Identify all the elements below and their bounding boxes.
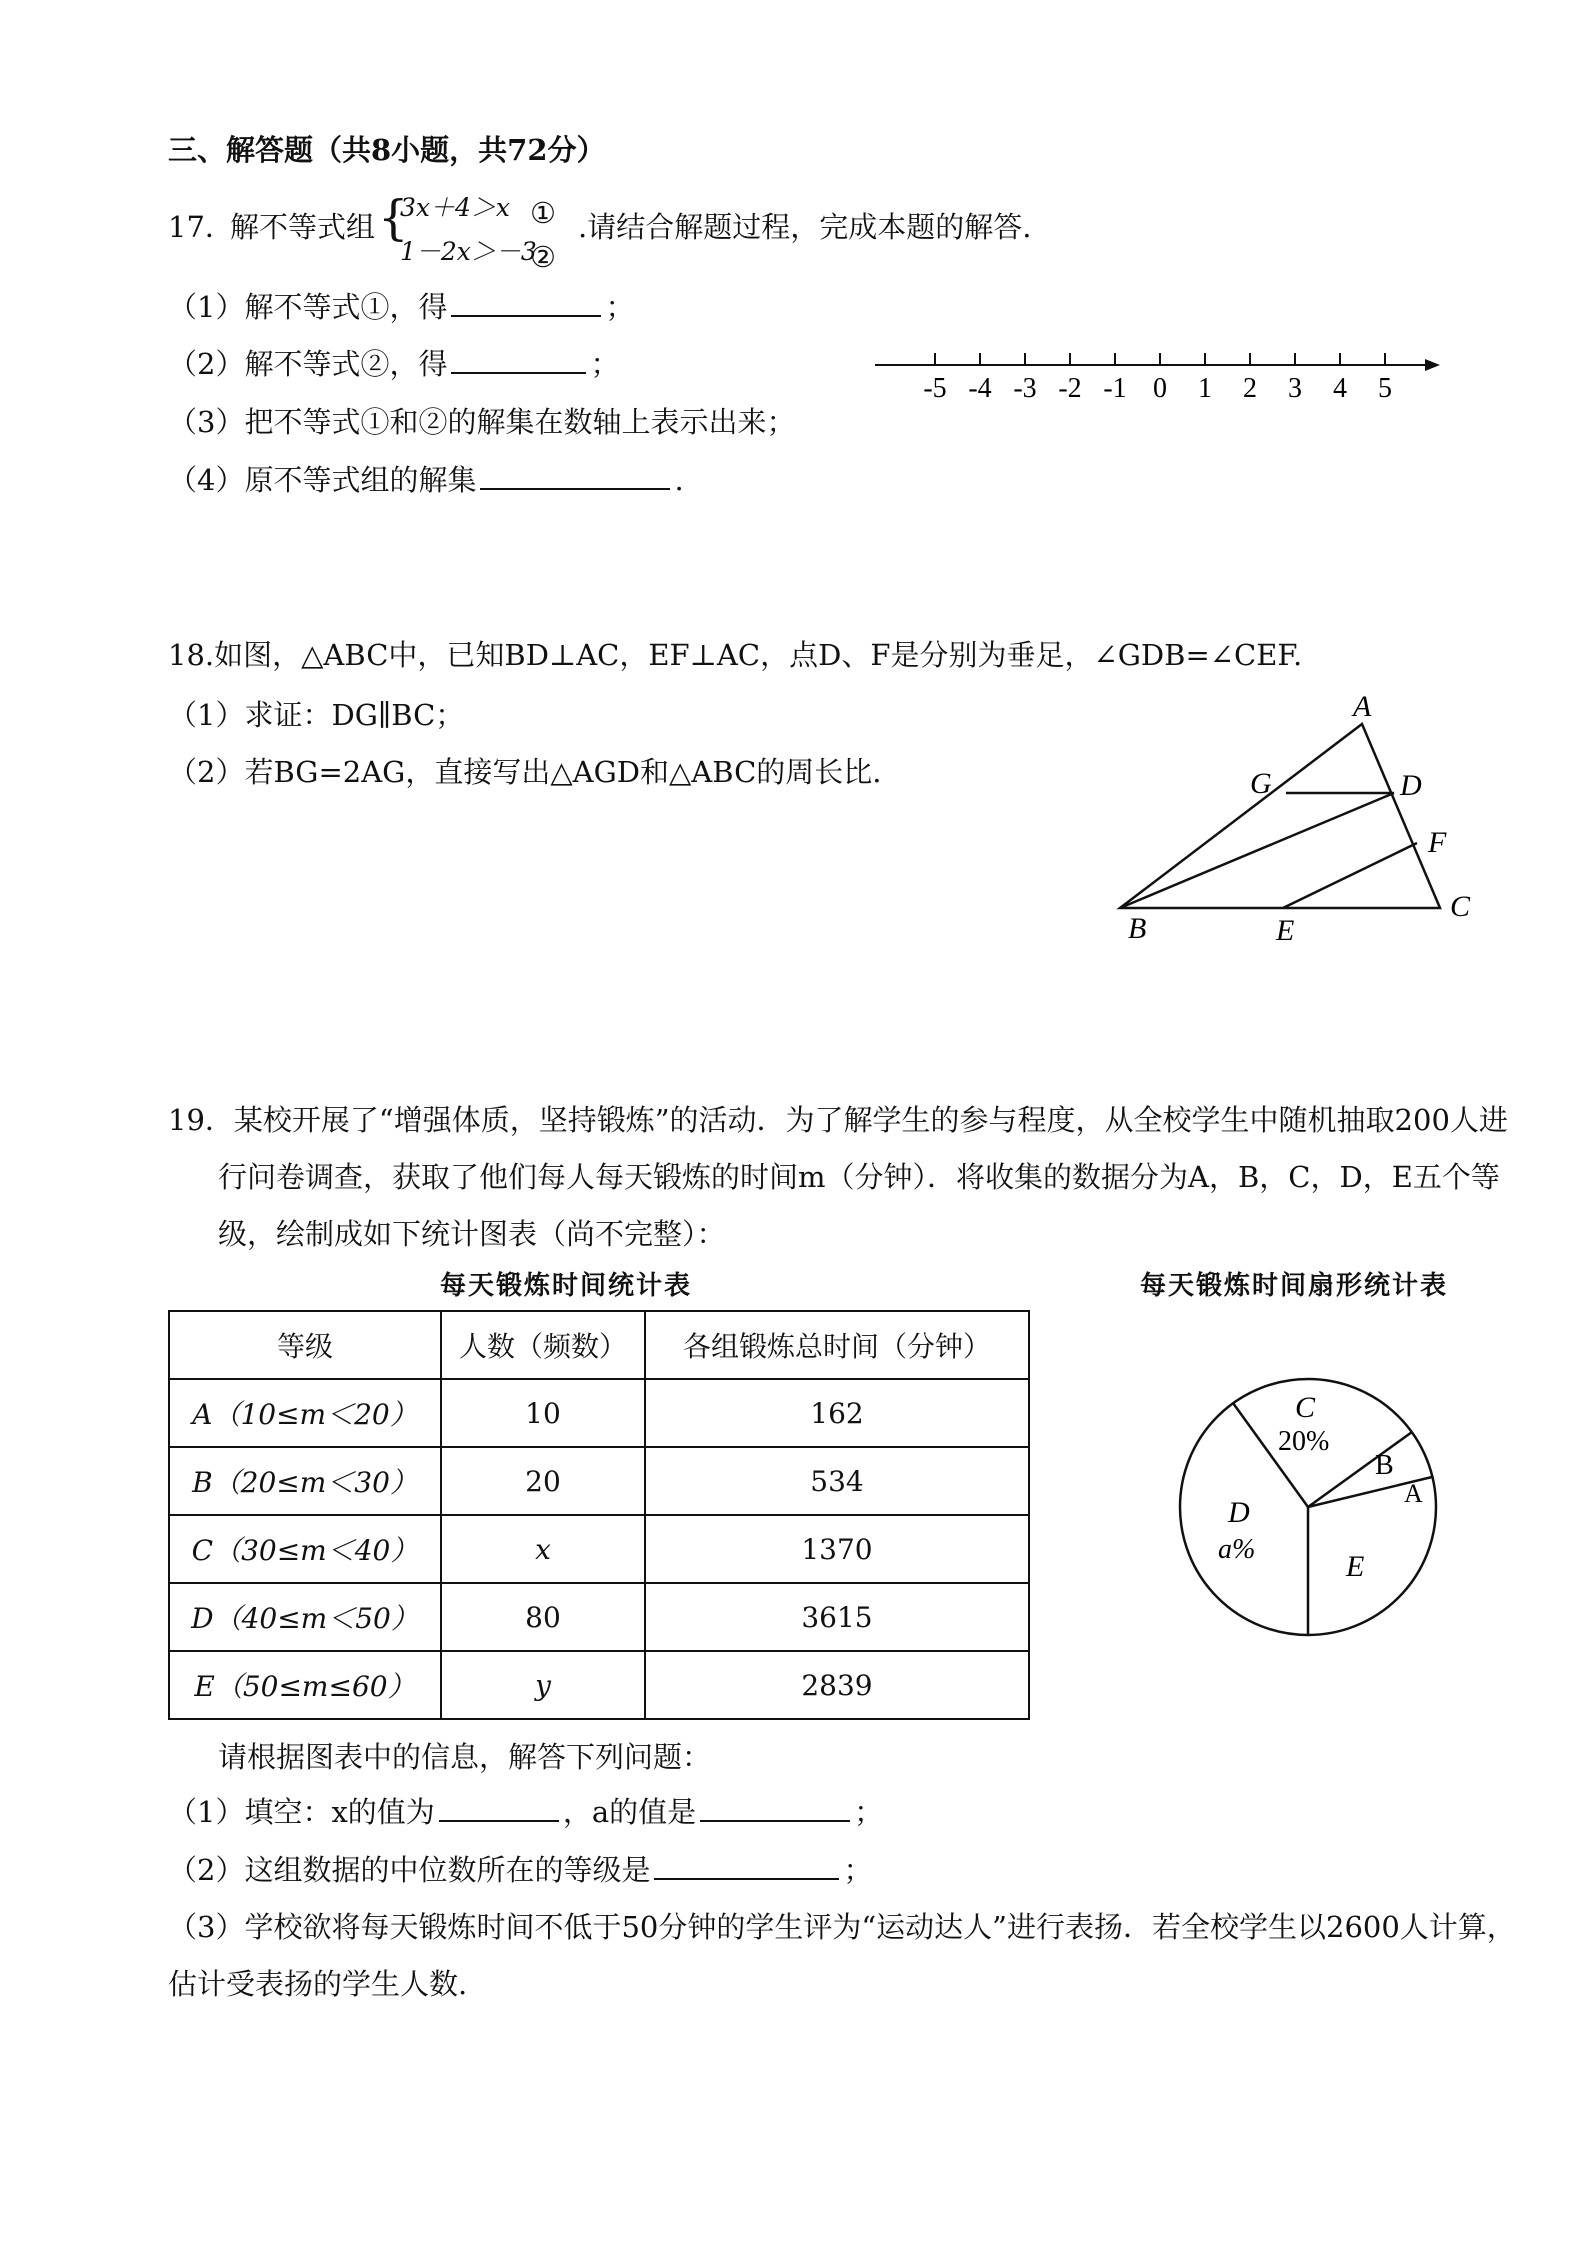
q17-step3: （3）把不等式①和②的解集在数轴上表示出来； (168, 405, 796, 439)
pie-chart (1170, 1362, 1450, 1652)
pie-caption: 每天锻炼时间扇形统计表 (1140, 1271, 1449, 1301)
table-cell: x (441, 1515, 645, 1583)
triangle-figure (1100, 680, 1500, 960)
q19-line3: 级，绘制成如下统计图表（尚不完整）： (218, 1217, 726, 1251)
pie-label-a: A (1404, 1479, 1423, 1508)
number-line-label: -4 (968, 373, 992, 404)
q19-part3-line1: （3）学校欲将每天锻炼时间不低于50分钟的学生评为“运动达人”进行表扬．若全校学生以2600人计算， (168, 1910, 1516, 1944)
pie-label-d: D (1228, 1496, 1250, 1529)
answer-blank[interactable] (451, 285, 601, 317)
number-line (870, 335, 1440, 415)
q17-step2: （2）解不等式②，得 ； (168, 342, 619, 383)
table-header-row (169, 1311, 1029, 1379)
q17-circ1: ① (530, 196, 556, 230)
table-cell: 80 (441, 1583, 645, 1651)
answer-blank[interactable] (700, 1790, 850, 1822)
header-cell: 等级 (169, 1311, 441, 1379)
label-c: C (1450, 890, 1471, 923)
table-row (169, 1515, 1029, 1583)
table-cell: C（30≤m＜40） (169, 1515, 441, 1583)
table-cell: 3615 (645, 1583, 1029, 1651)
number-line-label: -1 (1103, 373, 1127, 404)
table-cell: 20 (441, 1447, 645, 1515)
table-cell: 162 (645, 1379, 1029, 1447)
number-line-label: 5 (1378, 373, 1392, 404)
header-cell: 各组锻炼总时间（分钟） (645, 1311, 1029, 1379)
table-cell: B（20≤m＜30） (169, 1447, 441, 1515)
q17-circ2: ② (530, 240, 556, 274)
table-cell: y (441, 1651, 645, 1719)
q19-prompt: 请根据图表中的信息，解答下列问题： (218, 1740, 712, 1774)
label-d: D (1400, 769, 1422, 802)
table-cell: A（10≤m＜20） (169, 1379, 441, 1447)
number-line-label: 2 (1243, 373, 1257, 404)
table-cell: 10 (441, 1379, 645, 1447)
table-row (169, 1583, 1029, 1651)
q18-part1: （1）求证：DG∥BC； (168, 698, 465, 732)
q17-step1: （1）解不等式①，得 ； (168, 285, 634, 326)
table-cell: E（50≤m≤60） (169, 1651, 441, 1719)
label-e: E (1276, 914, 1295, 947)
q17-step4: （4）原不等式组的解集 . (168, 458, 684, 499)
q17-stem: 解不等式组 (230, 210, 376, 244)
q19-line1: 19．某校开展了“增强体质，坚持锻炼”的活动．为了解学生的参与程度，从全校学生中随机抽取200人进 (168, 1103, 1508, 1137)
segment-ef (1283, 843, 1417, 908)
section-title: 三、解答题（共8小题，共72分） (168, 133, 606, 167)
pie-label-c: C (1295, 1391, 1316, 1424)
header-cell: 人数（频数） (441, 1311, 645, 1379)
stat-table (168, 1310, 1030, 1720)
segment-bd (1120, 793, 1394, 908)
q19-part1: （1）填空：x的值为 ，a的值是 ； (168, 1790, 883, 1831)
answer-blank[interactable] (480, 458, 670, 490)
pie-label-d-pct: a% (1218, 1534, 1256, 1565)
table-cell: 1370 (645, 1515, 1029, 1583)
label-b: B (1128, 912, 1147, 945)
table-cell: 2839 (645, 1651, 1029, 1719)
label-a: A (1353, 690, 1372, 723)
table-row (169, 1651, 1029, 1719)
number-line-label: -3 (1013, 373, 1037, 404)
triangle-abc (1120, 724, 1440, 908)
answer-blank[interactable] (439, 1790, 559, 1822)
label-f: F (1428, 826, 1447, 859)
q17-brace: { (378, 190, 409, 246)
q19-part3-line2: 估计受表扬的学生人数. (168, 1967, 468, 2001)
number-line-label: 3 (1288, 373, 1302, 404)
number-line-label: 1 (1198, 373, 1212, 404)
q17-number: 17． (168, 210, 234, 244)
label-g: G (1250, 767, 1272, 800)
q17-stem-post: .请结合解题过程，完成本题的解答. (578, 210, 1032, 244)
q17-ineq1: 3x＋4＞x (400, 193, 511, 222)
table-cell: D（40≤m＜50） (169, 1583, 441, 1651)
q19-line2: 行问卷调查，获取了他们每人每天锻炼的时间m（分钟）．将收集的数据分为A，B，C，D，E五个等 (218, 1160, 1500, 1194)
q18-part2: （2）若BG=2AG，直接写出△AGD和△ABC的周长比. (168, 755, 882, 789)
answer-blank[interactable] (654, 1848, 839, 1880)
pie-label-c-pct: 20% (1278, 1426, 1330, 1457)
table-cell: 534 (645, 1447, 1029, 1515)
q18-stem: 18.如图，△ABC中，已知BD⊥AC，EF⊥AC，点D、F是分别为垂足，∠GDB=∠CEF. (168, 638, 1303, 672)
table-row (169, 1447, 1029, 1515)
table-caption: 每天锻炼时间统计表 (440, 1271, 693, 1301)
q17-ineq2: 1－2x＞－3 (400, 237, 537, 266)
number-line-label: -5 (923, 373, 947, 404)
q19-part2: （2）这组数据的中位数所在的等级是 ； (168, 1848, 872, 1889)
number-line-label: -2 (1058, 373, 1082, 404)
table-row (169, 1379, 1029, 1447)
pie-label-b: B (1375, 1450, 1394, 1481)
number-line-label: 0 (1153, 373, 1167, 404)
answer-blank[interactable] (451, 342, 586, 374)
number-line-label: 4 (1333, 373, 1347, 404)
pie-label-e: E (1346, 1550, 1365, 1583)
